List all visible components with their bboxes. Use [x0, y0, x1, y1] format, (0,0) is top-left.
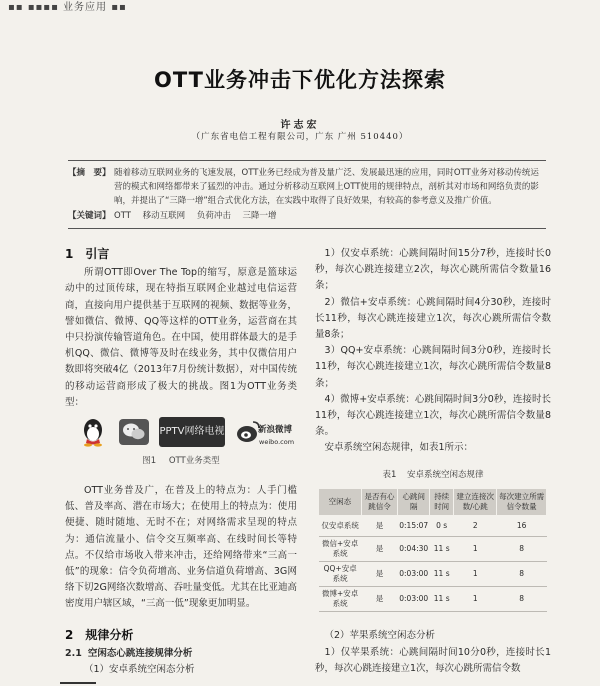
table-cell: QQ+安卓系统 — [319, 562, 361, 587]
table-cell: 16 — [497, 515, 547, 537]
table-cell: 8 — [497, 537, 547, 562]
table-header-row — [319, 489, 547, 515]
table-1-caption: 表1 安卓系统空闲态规律 — [382, 469, 484, 480]
table-cell: 2 — [454, 515, 497, 537]
weibo-icon — [235, 417, 293, 447]
keywords-text: OTT 移动互联网 负荷冲击 三降一增 — [114, 211, 277, 221]
footer-rule — [60, 682, 96, 684]
section-1-number: 1 — [65, 247, 74, 261]
subsection-2-1-number: 2.1 — [65, 647, 82, 659]
subsection-2-1-heading — [65, 646, 297, 662]
intro-paragraph-1: 所谓OTT即Over The Top的缩写，原意是篮球运动中的过顶传球，现在特指互联网企业越过电信运营商，直接向用户提供基于互联网的视频、数据等业务，譬如微信、微博、QQ等这样的OTT业务，运营商在其中只扮演传输管道角色。在中国，使用群体最大的是手机QQ、微信、微博等及时在线业务，其中仅微信用户数即将突破4亿（2013年7月份统计数据），对中国传统的移动运营商形成了极大的挑战。图1为OTT业务类型： — [65, 267, 297, 408]
table-cell: 0:03:00 — [398, 587, 430, 612]
table-cell: 微博+安卓系统 — [319, 587, 361, 612]
list-item: 2）微信+安卓系统：心跳间隔时间4分30秒，连接时长11秒，每次心跳连接建立1次，每次心跳所需信令数量8条； — [315, 296, 551, 341]
android-idle-table — [319, 489, 547, 613]
subsection-item-ios: （2）苹果系统空闲态分析 — [324, 630, 436, 642]
section-2-title: 规律分析 — [85, 627, 134, 642]
table-cell: 8 — [497, 587, 547, 612]
section-2-number: 2 — [65, 627, 74, 642]
weibo-sublabel: weibo.com — [259, 438, 295, 447]
table-cell: 是 — [361, 537, 397, 562]
table-cell: 0:03:00 — [398, 562, 430, 587]
table-cell: 11 s — [430, 562, 454, 587]
table-header-cell: 是否有心跳信令 — [361, 489, 397, 515]
figure-1-caption: 图1 OTT业务类型 — [142, 456, 220, 467]
table-cell: 是 — [361, 515, 397, 537]
list-item: 1）仅苹果系统：心跳间隔时间10分0秒，连接时长1秒，每次心跳连接建立1次，每次心跳所需信令数 — [315, 646, 551, 674]
table-cell: 11 s — [430, 537, 454, 562]
list-item: 4）微博+安卓系统：心跳间隔时间3分0秒，连接时长11秒，每次心跳连接建立1次，每次心跳所需信令数量8条。 — [315, 393, 551, 438]
table-cell: 0 s — [430, 515, 454, 537]
section-1-heading — [65, 246, 297, 262]
table-cell: 8 — [497, 562, 547, 587]
abstract-text: 随着移动互联网业务的飞速发展，OTT业务已经成为普及量广泛、发展最迅速的应用，同时OTT业务对移动传统运营的模式和网络都带来了猛烈的冲击。通过分析移动互联网上OTT使用的规律特点，剖析其对市场和网络负责的影响，并提出了“三降一增”组合式优化方法，在实践中取得了良好效果，有较高的参考意义及推广价值。 — [114, 168, 539, 206]
table-cell: 是 — [361, 587, 397, 612]
table-cell: 1 — [454, 562, 497, 587]
left-column — [65, 246, 297, 678]
pptv-icon: PPTV网络电视 — [159, 417, 225, 447]
table-cell: 是 — [361, 562, 397, 587]
list-item: 3）QQ+安卓系统：心跳间隔时间3分0秒，连接时长11秒，每次心跳连接建立1次，每次心跳所需信令数量8条； — [315, 345, 551, 389]
abstract-label: 【摘 要】 — [68, 168, 111, 178]
figure-1 — [65, 415, 297, 469]
table-cell: 0:15:07 — [398, 515, 430, 537]
section-1-title: 引言 — [85, 247, 110, 261]
table-header-cell: 空闲态 — [319, 489, 361, 515]
section-2-heading — [65, 627, 297, 643]
table-header-cell: 心跳间隔 — [398, 489, 430, 515]
table-header-cell: 建立连接次数/心跳 — [454, 489, 497, 515]
table-header-cell: 持续时间 — [430, 489, 454, 515]
right-column — [315, 246, 551, 677]
table-cell: 1 — [454, 537, 497, 562]
table-cell: 1 — [454, 587, 497, 612]
author-name: 许志宏 — [280, 120, 320, 131]
wechat-icon — [119, 419, 149, 445]
subsection-item-android: （1）安卓系统空闲态分析 — [84, 664, 195, 676]
abstract-bottom-rule — [68, 228, 546, 229]
table-header-cell: 每次建立所需信令数量 — [497, 489, 547, 515]
running-header — [0, 0, 600, 13]
table-row — [319, 562, 547, 587]
table-cell: 仅安卓系统 — [319, 515, 361, 537]
intro-paragraph-2: OTT业务普及广，在普及上的特点为：人手门槛低、普及率高、潜在市场大；在使用上的特点为：使用便捷、随时随地、无时不在；对网络需求呈现的特点为：通信流量小、信令交互频率高、在线时间长等特点。不仅给市场收入带来冲击，还给网络带来“三高一低”的现象：信令负荷增高、业务信道负荷增高、3G网络下切2G网络次数增高、吞吐量变低。尤其在比亚迪高密度用户辖区域，“三高一低”现象更加明显。 — [65, 485, 297, 610]
author-affiliation: （广东省电信工程有限公司，广东 广州 510440） — [191, 132, 409, 142]
table-row — [319, 537, 547, 562]
running-header-text: ▪▪ ▪▪▪▪ 业务应用 ▪▪ — [8, 2, 127, 13]
table-cell: 11 s — [430, 587, 454, 612]
keywords-label: 【关键词】 — [68, 211, 111, 221]
abstract-top-rule — [68, 160, 546, 161]
weibo-label: 新浪微博 — [258, 425, 293, 436]
list-item: 1）仅安卓系统：心跳间隔时间15分7秒，连接时长0秒，每次心跳连接建立2次，每次心跳所需信令数量16条； — [315, 248, 551, 292]
abstract-block — [68, 166, 546, 223]
paper-title: OTT业务冲击下优化方法探索 — [154, 68, 446, 92]
table-cell: 微信+安卓系统 — [319, 537, 361, 562]
qq-penguin-icon — [79, 417, 107, 447]
table-intro-text: 安卓系统空闲态规律，如表1所示： — [324, 442, 474, 454]
table-row — [319, 515, 547, 537]
table-row — [319, 587, 547, 612]
subsection-2-1-title: 空闲态心跳连接规律分析 — [87, 647, 193, 659]
table-cell: 0:04:30 — [398, 537, 430, 562]
